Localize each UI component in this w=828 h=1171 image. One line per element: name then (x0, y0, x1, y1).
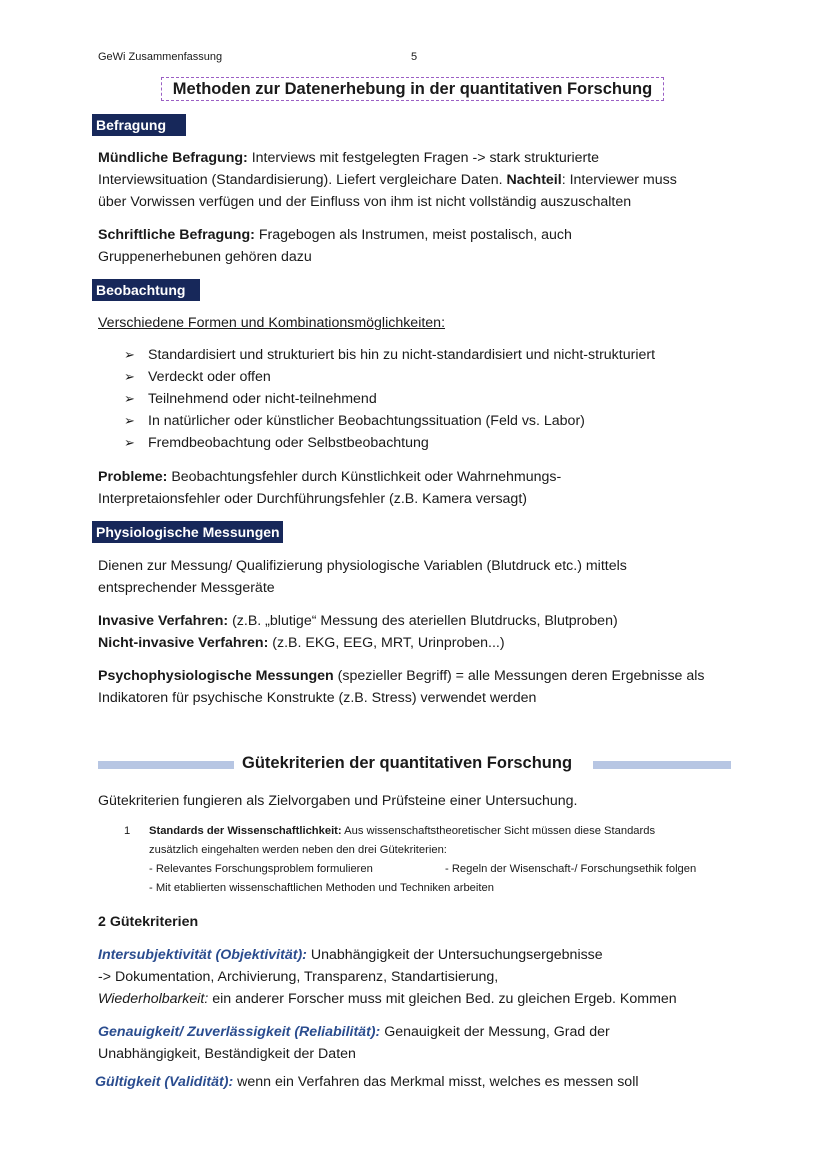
text: Interviews mit festgelegten Fragen -> stark strukturierte (247, 150, 600, 166)
list-item (124, 366, 655, 388)
standards-bullet-1: - Relevantes Forschungsproblem formulieren (149, 863, 373, 875)
text: ein anderer Forscher muss mit gleichen Bed. zu gleichen Ergeb. Kommen (208, 991, 677, 1007)
paragraph-schriftliche-befragung (98, 224, 738, 268)
page-title: Methoden zur Datenerhebung in der quantitativen Forschung (161, 77, 664, 101)
term-intersubjektivitaet: Intersubjektivität (Objektivität): (98, 947, 307, 963)
text: Indikatoren für psychische Konstrukte (z.B. Stress) verwendet werden (98, 690, 537, 706)
arrow-bullet-icon: ➢ (124, 413, 135, 428)
text: Unabhängigkeit der Untersuchungsergebnisse (306, 947, 603, 963)
text: Fragebogen als Instrumen, meist postalisch, auch (254, 227, 572, 243)
list-item (124, 410, 655, 432)
section-label-physiologische-messungen: Physiologische Messungen (92, 521, 283, 543)
term-invasive-verfahren: Invasive Verfahren: (98, 613, 229, 629)
text: über Vorwissen verfügen und der Einfluss von ihm ist nicht vollständig auszuschalten (98, 194, 632, 210)
text: (spezieller Begriff) = alle Messungen deren Ergebnisse als (333, 668, 705, 684)
paragraph-probleme (98, 466, 738, 510)
text: Teilnehmend oder nicht-teilnehmend (148, 391, 377, 407)
text: 2 Gütekriterien (98, 914, 199, 930)
term-psychophysiologische-messungen: Psychophysiologische Messungen (98, 668, 334, 684)
term-wiederholbarkeit: Wiederholbarkeit: (98, 991, 209, 1007)
text: Interviewsituation (Standardisierung). Liefert vergleichare Daten. (98, 172, 507, 188)
text: zusätzlich eingehalten werden neben den drei Gütekriterien: (149, 844, 447, 856)
text: Beobachtungsfehler durch Künstlichkeit oder Wahrnehmungs- (167, 469, 562, 485)
text: Aus wissenschaftstheoretischer Sicht müssen diese Standards (341, 825, 656, 837)
standards-bullet-3: - Mit etablierten wissenschaftlichen Methoden und Techniken arbeiten (149, 882, 494, 894)
text: (z.B. EKG, EEG, MRT, Urinproben...) (268, 635, 505, 651)
arrow-bullet-icon: ➢ (124, 347, 135, 362)
section-label-befragung: Befragung (92, 114, 186, 136)
list-item (124, 388, 655, 410)
text: -> Dokumentation, Archivierung, Transparenz, Standartisierung, (98, 969, 499, 985)
term-muendliche-befragung: Mündliche Befragung: (98, 150, 248, 166)
subheading-2-guetekriterien (98, 911, 738, 933)
running-header: GeWi Zusammenfassung (98, 51, 223, 63)
paragraph-psychophysiologisch (98, 665, 738, 709)
arrow-bullet-icon: ➢ (124, 435, 135, 450)
page-number: 5 (411, 51, 418, 63)
beobachtung-intro (98, 312, 738, 334)
arrow-bullet-icon: ➢ (124, 391, 135, 406)
paragraph-muendliche-befragung (98, 147, 738, 213)
term-reliabilitaet: Genauigkeit/ Zuverlässigkeit (Reliabilität): (98, 1024, 381, 1040)
heading-decor-bar-left (98, 761, 234, 769)
text: wenn ein Verfahren das Merkmal misst, welches es messen soll (233, 1074, 639, 1090)
term-standards: Standards der Wissenschaftlichkeit: (149, 825, 342, 837)
paragraph-intersubjektivitaet (98, 944, 738, 1010)
text: Unabhängigkeit, Beständigkeit der Daten (98, 1046, 356, 1062)
numbered-item-standards (149, 822, 655, 860)
text: Gruppenerhebunen gehören dazu (98, 249, 312, 265)
list-item (124, 432, 655, 454)
section-label-beobachtung: Beobachtung (92, 279, 200, 301)
text: entsprechender Messgeräte (98, 580, 275, 596)
text: Dienen zur Messung/ Qualifizierung physiologische Variablen (Blutdruck etc.) mittels (98, 558, 627, 574)
text: In natürlicher oder künstlicher Beobachtungssituation (Feld vs. Labor) (148, 413, 585, 429)
term-schriftliche-befragung: Schriftliche Befragung: (98, 227, 255, 243)
text: Fremdbeobachtung oder Selbstbeobachtung (148, 435, 429, 451)
section-heading-guetekriterien: Gütekriterien der quantitativen Forschung (242, 754, 573, 772)
standards-bullet-2: - Regeln der Wisenschaft-/ Forschungsethik folgen (445, 863, 697, 875)
text: Standardisiert und strukturiert bis hin zu nicht-standardisiert und nicht-strukturiert (148, 347, 656, 363)
text: Interpretaionsfehler oder Durchführungsfehler (z.B. Kamera versagt) (98, 491, 527, 507)
text: Genauigkeit der Messung, Grad der (380, 1024, 610, 1040)
term-validitaet: Gültigkeit (Validität): (95, 1074, 234, 1090)
term-nachteil: Nachteil (506, 172, 562, 188)
text: (z.B. „blutige“ Messung des ateriellen Blutdrucks, Blutproben) (228, 613, 618, 629)
paragraph-verfahren (98, 610, 738, 654)
arrow-bullet-icon: ➢ (124, 369, 135, 384)
term-probleme: Probleme: (98, 469, 168, 485)
text: Verdeckt oder offen (148, 369, 271, 385)
text: Verschiedene Formen und Kombinationsmöglichkeiten: (98, 315, 446, 331)
paragraph-validitaet (95, 1071, 735, 1093)
list-item (124, 344, 655, 366)
paragraph-physiologisch (98, 555, 738, 599)
term-nicht-invasive-verfahren: Nicht-invasive Verfahren: (98, 635, 269, 651)
paragraph-guetekriterien-intro: Gütekriterien fungieren als Zielvorgaben und Prüfsteine einer Untersuchung. (98, 793, 578, 809)
heading-decor-bar-right (593, 761, 731, 769)
text: : Interviewer muss (561, 172, 677, 188)
beobachtung-bullet-list (124, 344, 655, 454)
paragraph-reliabilitaet (98, 1021, 738, 1065)
numbered-item-number: 1 (124, 825, 131, 837)
